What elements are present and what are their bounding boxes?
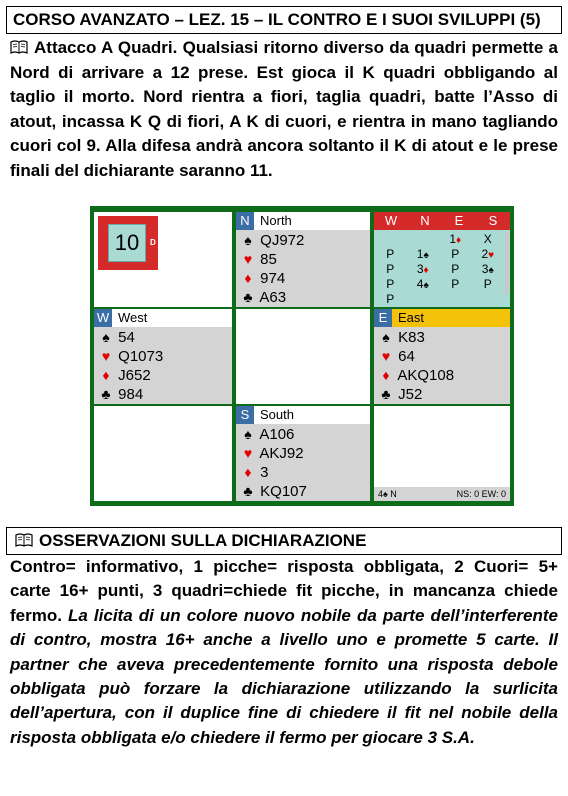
east-hand — [374, 309, 510, 404]
spade-icon: ♠ — [423, 280, 429, 291]
east-spades: K83 — [398, 329, 425, 346]
east-hearts: 64 — [398, 348, 415, 365]
bid-row — [374, 247, 504, 262]
west-spades: 54 — [118, 329, 135, 346]
bid-cell — [472, 277, 505, 292]
diamond-icon: ♦ — [456, 235, 462, 246]
bid-value: X — [483, 232, 492, 246]
bid-value: P — [386, 247, 395, 261]
bid-row — [374, 277, 504, 292]
bid-cell — [472, 292, 505, 307]
east-badge: E — [374, 309, 392, 327]
bid-header-w: W — [384, 213, 398, 228]
heart-icon: ♥ — [243, 445, 253, 461]
west-badge: W — [94, 309, 112, 327]
bid-cell — [439, 262, 472, 277]
south-hearts: AKJ92 — [259, 445, 304, 462]
dealer-mark: D — [150, 238, 156, 247]
south-diamonds: 3 — [260, 464, 269, 481]
lesson-title-box — [6, 6, 562, 34]
board-number-badge — [98, 216, 158, 270]
west-clubs: 984 — [118, 386, 144, 403]
east-name: East — [398, 310, 425, 325]
vulnerability: NS: 0 EW: 0 — [456, 489, 506, 499]
bid-cell — [407, 292, 440, 307]
bid-value: 2 — [481, 247, 489, 261]
observations-paragraph — [10, 555, 558, 750]
south-hand — [236, 406, 370, 501]
bid-value: P — [386, 292, 395, 306]
observations-title: OSSERVAZIONI SULLA DICHIARAZIONE — [39, 531, 367, 550]
bid-cell — [439, 292, 472, 307]
bidding-rows — [374, 230, 510, 307]
spade-icon: ♠ — [102, 329, 110, 345]
north-spades: QJ972 — [260, 232, 305, 249]
intro-text: Attacco A Quadri. Qualsiasi ritorno diverso da quadri permette a Nord di arrivare a 12 prese. Est gioca il K quadri obbligando al taglio il morto. Nord rientra a fiori, taglia quadri, batte l’Asso di atout, incassa K Q di fiori, A K di cuori, e rientra in mano tagliando cuori col 9. Alla difesa andrà ancora soltanto il K di atout e le prese finali del dichiarante saranno 11. — [10, 38, 558, 180]
spade-icon: ♠ — [244, 232, 252, 248]
spade-icon: ♠ — [244, 426, 252, 442]
bid-value: 3 — [481, 262, 489, 276]
club-icon: ♣ — [101, 386, 111, 402]
north-diamonds: 974 — [260, 270, 286, 287]
north-name: North — [260, 213, 292, 228]
intro-paragraph — [10, 36, 558, 183]
bid-value: 4 — [416, 277, 424, 291]
bid-header-s: S — [488, 213, 498, 228]
south-badge: S — [236, 406, 254, 424]
north-clubs: A63 — [259, 289, 287, 306]
bid-row — [374, 292, 504, 307]
bid-row — [374, 232, 504, 247]
heart-icon: ♥ — [381, 348, 391, 364]
club-icon: ♣ — [243, 289, 253, 305]
bid-value: 1 — [416, 247, 424, 261]
west-hearts: Q1073 — [118, 348, 164, 365]
heart-icon: ♥ — [101, 348, 111, 364]
bid-cell — [374, 247, 407, 262]
bid-cell — [407, 247, 440, 262]
open-book-icon — [15, 533, 33, 547]
diamond-icon: ♦ — [244, 464, 252, 480]
observations-italic: La licita di un colore nuovo nobile da parte dell’interferente di contro, mostra 16+ anche a livello uno e promette 5 carte. Il partner che aveva precedentemente fornito una risposta debole obbligata può forzare la dichiarazione utilizzando la surlicita dell’apertura, con il duplice fine di chiedere il fit nel nobile della risposta obbligata e/o chiedere il fermo per giocare 3 S.A. — [10, 605, 558, 747]
bidding-scrollbar[interactable] — [505, 232, 509, 294]
spade-icon: ♠ — [423, 250, 429, 261]
bid-cell — [374, 262, 407, 277]
bid-value: 1 — [449, 232, 457, 246]
spade-icon: ♠ — [382, 329, 390, 345]
bid-header-n: N — [420, 213, 430, 228]
bid-value: P — [483, 277, 492, 291]
bridge-board — [90, 206, 514, 506]
bid-cell — [472, 262, 505, 277]
west-hand — [94, 309, 232, 404]
lesson-title: CORSO AVANZATO – LEZ. 15 – IL CONTRO E I SUOI SVILUPPI (5) — [13, 10, 541, 29]
bid-header-e: E — [454, 213, 464, 228]
south-name: South — [260, 407, 294, 422]
bid-value: P — [386, 277, 395, 291]
board-number-cell — [94, 212, 232, 307]
diamond-icon: ♦ — [244, 270, 252, 286]
north-hearts: 85 — [260, 251, 277, 268]
bid-cell — [472, 247, 505, 262]
bid-cell — [439, 232, 472, 247]
west-diamonds: J652 — [118, 367, 151, 384]
west-name: West — [118, 310, 148, 325]
bidding-table — [374, 212, 510, 307]
bid-cell — [374, 232, 407, 247]
club-icon: ♣ — [381, 386, 391, 402]
bid-cell — [407, 262, 440, 277]
north-badge: N — [236, 212, 254, 230]
open-book-icon — [10, 40, 28, 54]
bid-value: P — [451, 247, 460, 261]
bid-cell — [439, 247, 472, 262]
observations-plain: Contro= informativo, 1 picche= risposta obbligata, 2 Cuori= 5+ carte 16+ punti, 3 quadri=chiede fit picche, in mancanza chiede fermo. — [10, 557, 558, 625]
bid-cell — [439, 277, 472, 292]
observations-title-box — [6, 527, 562, 555]
south-clubs: KQ107 — [260, 483, 307, 500]
bidding-header — [374, 212, 510, 230]
heart-icon: ♥ — [243, 251, 253, 267]
bid-value: 3 — [416, 262, 424, 276]
bid-cell — [472, 232, 505, 247]
bid-value: P — [451, 277, 460, 291]
bid-value: P — [386, 262, 395, 276]
bid-cell — [374, 277, 407, 292]
bid-value: P — [451, 262, 460, 276]
empty-cell-sw — [94, 406, 232, 501]
club-icon: ♣ — [243, 483, 253, 499]
bid-cell — [374, 292, 407, 307]
diamond-icon: ♦ — [102, 367, 110, 383]
diamond-icon: ♦ — [382, 367, 390, 383]
contract-bar — [374, 487, 510, 501]
bid-row — [374, 262, 504, 277]
heart-icon: ♥ — [488, 250, 495, 261]
east-clubs: J52 — [398, 386, 423, 403]
diamond-icon: ♦ — [423, 265, 429, 276]
east-diamonds: AKQ108 — [397, 367, 455, 384]
bid-cell — [407, 277, 440, 292]
spade-icon: ♠ — [488, 265, 494, 276]
contract: 4♠ N — [378, 489, 397, 499]
bid-cell — [407, 232, 440, 247]
table-center — [236, 309, 370, 404]
north-hand — [236, 212, 370, 307]
board-number: 10 — [108, 224, 146, 262]
south-spades: A106 — [259, 426, 295, 443]
